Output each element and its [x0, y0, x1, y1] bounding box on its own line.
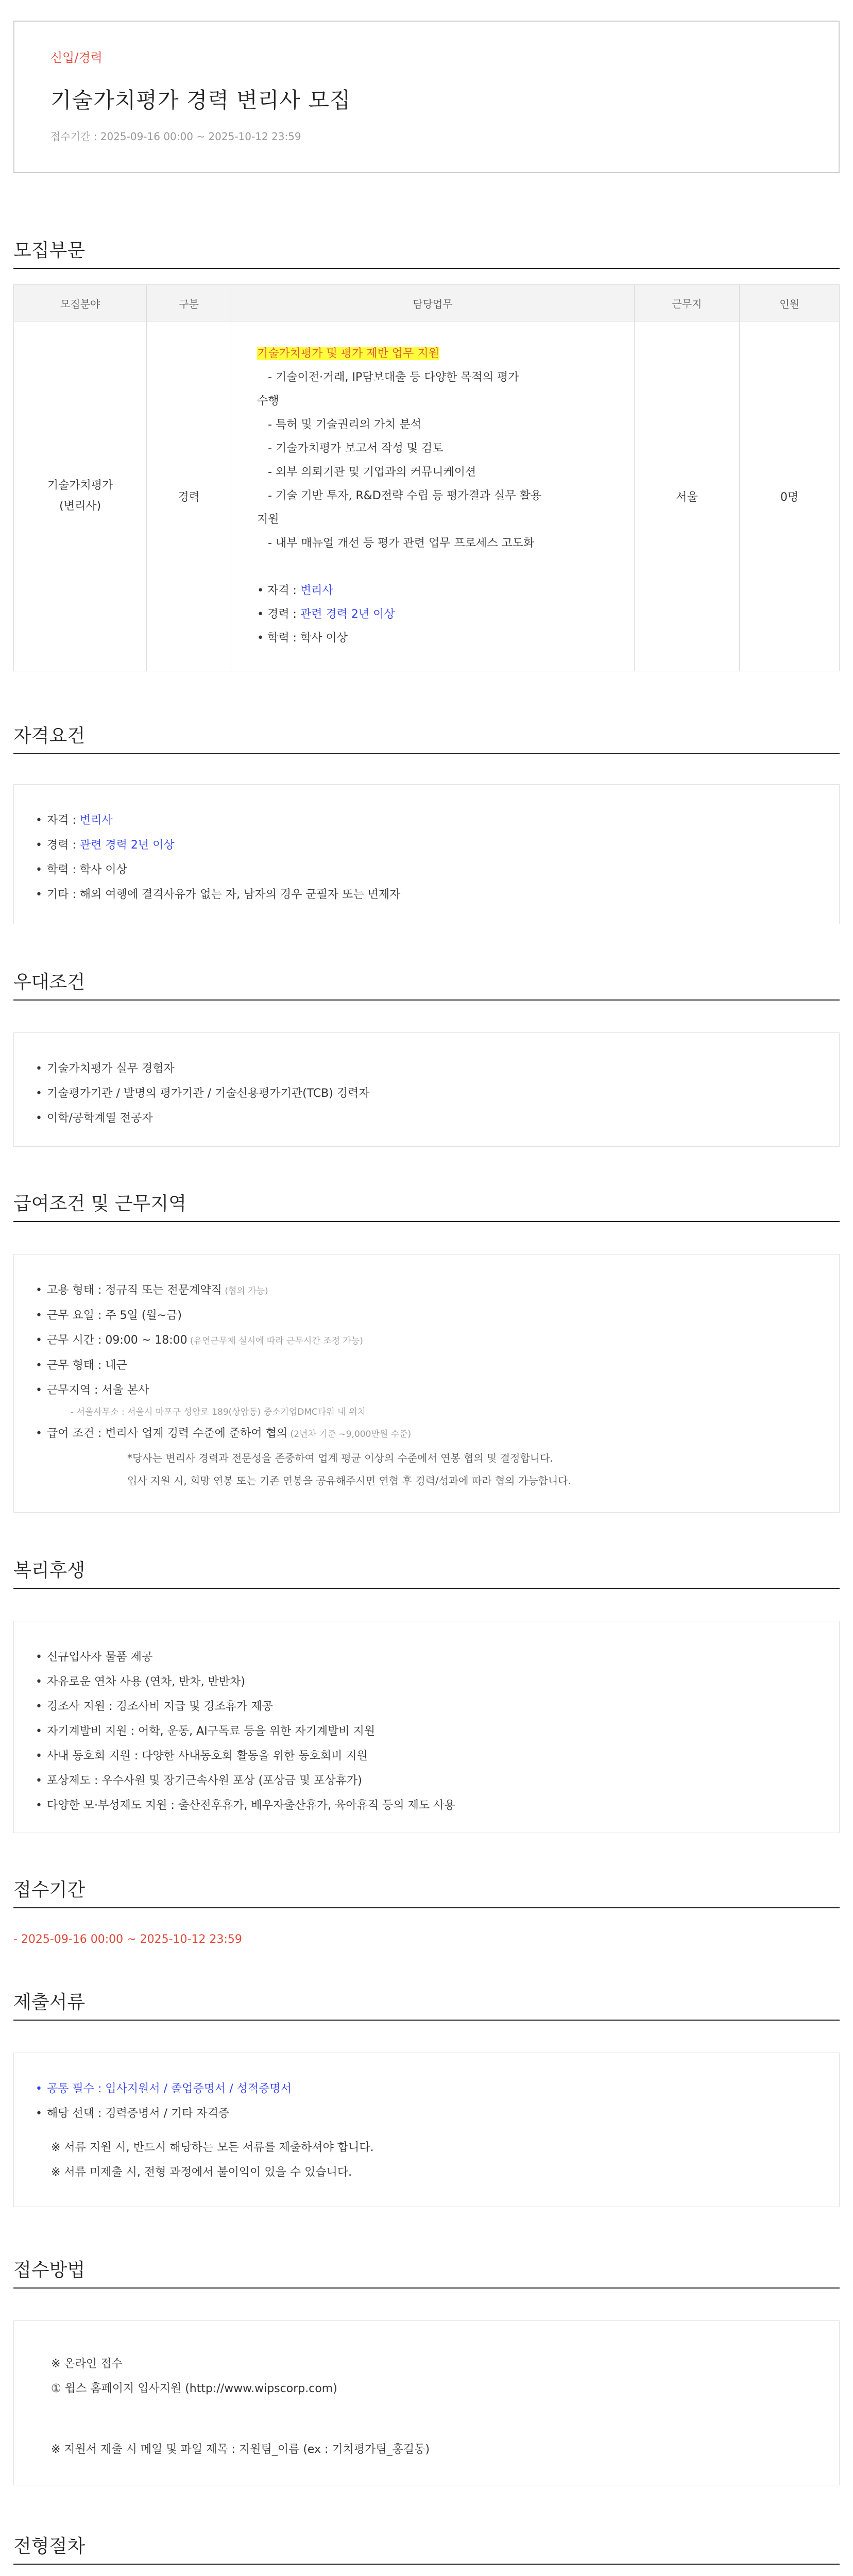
method-homepage-link[interactable]: ① 윕스 홈페이지 입사지원 (http://www.wipscorp.com) [51, 2382, 337, 2395]
table-row [14, 321, 840, 671]
salary-note: *당사는 변리사 경력과 전문성을 존중하여 업계 평균 이상의 수준에서 연봉 협의 및 결정합니다. [127, 1452, 553, 1464]
list-item: • 급여 조건 : 변리사 업계 경력 수준에 준하여 협의 (2년차 기준 ~9,000만원 수준) [47, 1421, 839, 1447]
list-item: • 기타 : 해외 여행에 결격사유가 없는 자, 남자의 경우 군필자 또는 면제자 [47, 883, 839, 907]
req-education: • 학력 : 학사 이상 [257, 632, 348, 645]
list-item: • 기술가치평가 실무 경험자 [47, 1057, 839, 1081]
salary-note: 입사 지원 시, 희망 연봉 또는 기존 연봉을 공유해주시면 연협 후 경력/성과에 따라 협의 가능합니다. [127, 1475, 571, 1487]
cell-location: 서울 [635, 321, 740, 671]
table-header: 인원 [740, 285, 840, 321]
duty-line: - 특허 및 기술권리의 가치 분석 [257, 418, 422, 431]
table-header: 근무지 [635, 285, 740, 321]
list-item: • 사내 동호회 지원 : 다양한 사내동호회 활동을 위한 동호회비 지원 [47, 1744, 839, 1769]
section-title-process: 전형절차 [13, 2536, 86, 2557]
section-title-recruit: 모집부문 [13, 240, 86, 261]
list-item: • 근무 형태 : 내근 [47, 1353, 839, 1378]
list-item: • 신규입사자 물품 제공 [47, 1645, 839, 1670]
section-divider [13, 2020, 840, 2021]
duty-line: - 기술이전·거래, IP담보대출 등 다양한 목적의 평가 [257, 371, 519, 384]
office-address-note: - 서울사무소 : 서울시 마포구 성암로 189(상암동) 중소기업DMC타워 내 위치 [71, 1407, 366, 1417]
section-title-salary: 급여조건 및 근무지역 [13, 1193, 186, 1214]
list-item: • 기술평가기관 / 발명의 평가기관 / 기술신용평가기관(TCB) 경력자 [47, 1081, 839, 1106]
section-divider [13, 1588, 840, 1589]
section-title-preferred: 우대조건 [13, 972, 86, 993]
cell-count: 0명 [740, 321, 840, 671]
section-title-welfare: 복리후생 [13, 1560, 86, 1581]
section-title-period: 접수기간 [13, 1879, 86, 1901]
table-header: 구분 [147, 285, 231, 321]
document-note: ※ 서류 미제출 시, 전형 과정에서 불이익이 있을 수 있습니다. [51, 2166, 352, 2179]
section-divider [13, 268, 840, 269]
list-item: • 고용 형태 : 정규직 또는 전문계약직 (협의 가능) [47, 1278, 839, 1303]
list-item: • 포상제도 : 우수사원 및 장기근속사원 포상 (포상금 및 포상휴가) [47, 1769, 839, 1793]
period-text: - 2025-09-16 00:00 ~ 2025-10-12 23:59 [13, 1933, 242, 1946]
section-title-qualification: 자격요건 [13, 725, 86, 747]
recruit-table [13, 284, 840, 671]
method-box [13, 2320, 840, 2485]
page-title: 기술가치평가 경력 변리사 모집 [50, 88, 351, 113]
section-divider [13, 2287, 840, 2289]
list-item: • 근무 시간 : 09:00 ~ 18:00 (유연근무제 실시에 따라 근무시간 조정 가능) [47, 1328, 839, 1353]
table-header: 담당업무 [231, 285, 635, 321]
section-divider [13, 1221, 840, 1222]
req-experience: • 경력 : 관련 경력 2년 이상 [257, 608, 395, 621]
welfare-box [13, 1621, 840, 1833]
list-item: • 자유로운 연차 사용 (연차, 반차, 반반차) [47, 1670, 839, 1694]
list-item: • 해당 선택 : 경력증명서 / 기타 자격증 [47, 2102, 839, 2126]
duty-line: - 내부 매뉴얼 개선 등 평가 관련 업무 프로세스 고도화 [257, 537, 535, 550]
section-divider [13, 999, 840, 1001]
section-title-documents: 제출서류 [13, 1992, 86, 2013]
duty-title: 기술가치평가 및 평가 제반 업무 지원 [257, 347, 439, 360]
category-label: 신입/경력 [50, 50, 103, 65]
method-line: ※ 온라인 접수 [51, 2358, 123, 2370]
duty-line: - 기술가치평가 보고서 작성 및 검토 [257, 442, 443, 455]
duty-line: 지원 [257, 513, 279, 526]
period-summary: 접수기간 : 2025-09-16 00:00 ~ 2025-10-12 23:59 [50, 130, 301, 143]
qualification-box [13, 784, 840, 924]
list-item: • 학력 : 학사 이상 [47, 858, 839, 883]
list-item: • 근무지역 : 서울 본사 [47, 1378, 839, 1403]
list-item: • 경력 : 관련 경력 2년 이상 [47, 833, 839, 858]
list-item: • 공통 필수 : 입사지원서 / 졸업증명서 / 성적증명서 [47, 2077, 839, 2102]
list-item: • 자격 : 변리사 [47, 808, 839, 833]
cell-field: 기술가치평가 (변리사) [14, 321, 147, 671]
document-note: ※ 서류 지원 시, 반드시 해당하는 모든 서류를 제출하셔야 합니다. [51, 2141, 374, 2154]
duty-line: 수행 [257, 395, 279, 408]
documents-box [13, 2053, 840, 2207]
cell-duty [231, 321, 635, 671]
list-item: • 경조사 지원 : 경조사비 지급 및 경조휴가 제공 [47, 1694, 839, 1719]
section-title-method: 접수방법 [13, 2260, 86, 2281]
section-divider [13, 753, 840, 754]
duty-line: - 외부 의뢰기관 및 기업과의 커뮤니케이션 [257, 466, 476, 479]
req-qualification: • 자격 : 변리사 [257, 584, 333, 597]
list-item: • 다양한 모·부성제도 지원 : 출산전후휴가, 배우자출산휴가, 육아휴직 등의 제도 사용 [47, 1793, 839, 1818]
cell-type: 경력 [147, 321, 231, 671]
preferred-box [13, 1032, 840, 1147]
table-header: 모집분야 [14, 285, 147, 321]
list-item: • 이학/공학계열 전공자 [47, 1106, 839, 1131]
table-header-row [14, 285, 840, 321]
section-divider [13, 1907, 840, 1908]
method-line: ※ 지원서 제출 시 메일 및 파일 제목 : 지원팀_이름 (ex : 기치평가팀_홍길동) [51, 2443, 430, 2456]
list-item: • 자기계발비 지원 : 어학, 운동, AI구독료 등을 위한 자기계발비 지원 [47, 1719, 839, 1744]
list-item: • 근무 요일 : 주 5일 (월~금) [47, 1303, 839, 1328]
salary-box [13, 1254, 840, 1513]
posting-header [13, 21, 840, 173]
duty-line: - 기술 기반 투자, R&D전략 수립 등 평가결과 실무 활용 [257, 489, 542, 502]
section-divider [13, 2564, 840, 2565]
